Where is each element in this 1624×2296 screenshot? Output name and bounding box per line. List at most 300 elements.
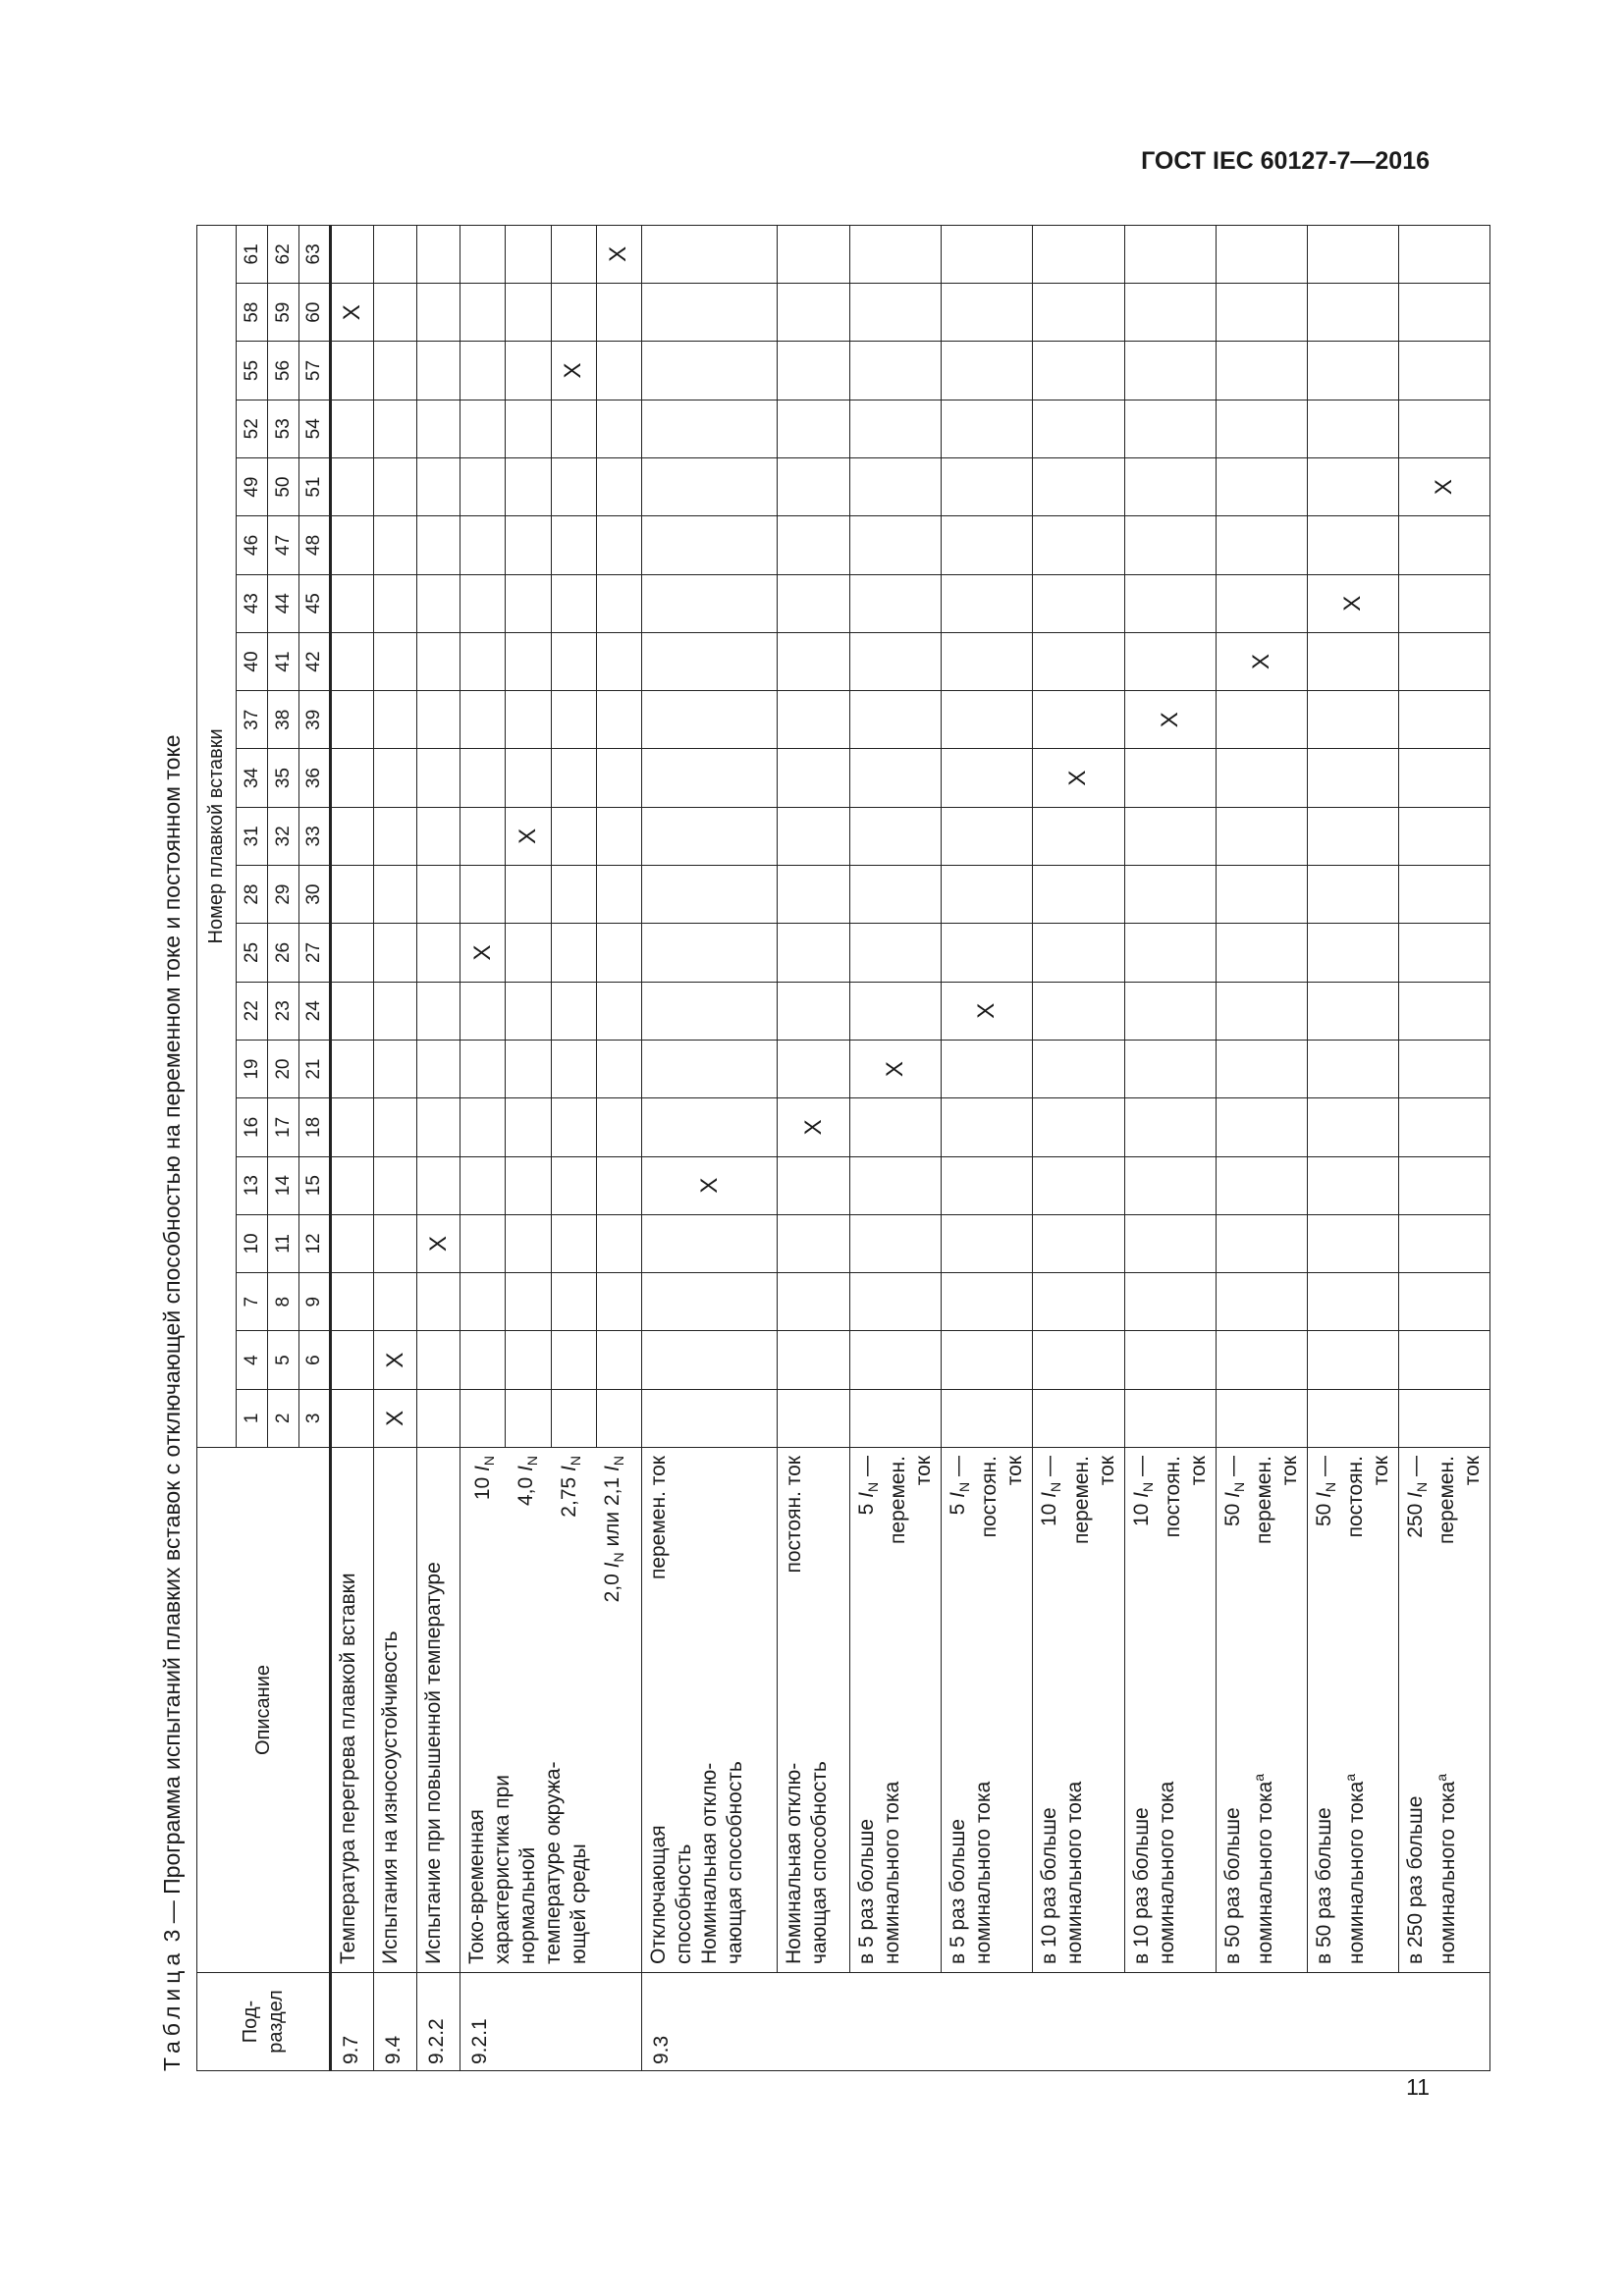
mark-cell: [642, 1273, 778, 1331]
fuse-number-cell: 15: [299, 1156, 331, 1214]
mark-cell: [850, 691, 942, 749]
mark-cell: [850, 866, 942, 924]
mark-cell: [506, 400, 551, 457]
mark-cell: [1307, 516, 1398, 574]
mark-cell: [1033, 866, 1124, 924]
mark-cell: [506, 225, 551, 283]
mark-cell: [1399, 632, 1490, 690]
mark-cell: [1033, 574, 1124, 632]
condition-4in: 4,0 $I_N$: [514, 1456, 541, 1506]
fuse-number-cell: 21: [299, 1040, 331, 1097]
fuse-number-cell: 11: [268, 1214, 299, 1272]
mark-cell: [642, 516, 778, 574]
mark-cell: [1307, 457, 1398, 515]
fuse-number-cell: 53: [268, 400, 299, 457]
mark-cell: [460, 1098, 506, 1156]
description-cell: Температура перегрева плавкой вставки: [331, 1448, 374, 1973]
mark-cell: [642, 1040, 778, 1097]
col-header-fuse-number: Номер плавкой вставки: [197, 225, 237, 1447]
mark-cell: [596, 574, 641, 632]
mark-cell: [331, 807, 374, 865]
mark-cell: [417, 1331, 460, 1389]
mark-cell: [1307, 1389, 1398, 1447]
mark-cell: [417, 866, 460, 924]
fuse-number-cell: 29: [268, 866, 299, 924]
mark-cell: [596, 1098, 641, 1156]
mark-cell: [1216, 516, 1307, 574]
subsection-cell: 9.2.1: [460, 1973, 642, 2071]
fuse-number-cell: 20: [268, 1040, 299, 1097]
mark-cell: [1033, 691, 1124, 749]
mark-cell: [642, 749, 778, 807]
mark-cell: [331, 1331, 374, 1389]
fuse-number-cell: 39: [299, 691, 331, 749]
desc-text: Отключающая способность Номинальная отклю-чающая способность: [647, 1761, 746, 1964]
fuse-number-cell: 30: [299, 866, 331, 924]
mark-cell: [850, 342, 942, 400]
fuse-number-cell: 56: [268, 342, 299, 400]
mark-cell: [1216, 574, 1307, 632]
fuse-number-cell: 14: [268, 1156, 299, 1214]
mark-cell: [460, 1040, 506, 1097]
mark-cell: [1216, 1156, 1307, 1214]
desc-text: в 10 раз больше номинального тока: [1129, 1781, 1178, 1964]
page-number: 11: [1406, 2074, 1430, 2100]
mark-cell: [850, 225, 942, 283]
mark-cell: [1399, 574, 1490, 632]
fuse-number-cell: 40: [237, 632, 268, 690]
mark-cell: [417, 457, 460, 515]
mark-cell: X: [1307, 574, 1398, 632]
mark-cell: [1399, 342, 1490, 400]
mark-cell: [1033, 1156, 1124, 1214]
mark-cell: [596, 1273, 641, 1331]
mark-cell: [1216, 225, 1307, 283]
mark-cell: [1399, 1273, 1490, 1331]
mark-cell: [1124, 1273, 1216, 1331]
description-cell: [1307, 1448, 1398, 1973]
table-caption-prefix: Таблица: [159, 1948, 185, 2071]
mark-cell: [1033, 516, 1124, 574]
mark-cell: [417, 1156, 460, 1214]
mark-cell: [1033, 1040, 1124, 1097]
mark-cell: [417, 400, 460, 457]
mark-cell: [1399, 1214, 1490, 1272]
mark-cell: [331, 516, 374, 574]
mark-cell: [374, 749, 417, 807]
mark-cell: [1124, 1156, 1216, 1214]
mark-cell: [942, 1389, 1033, 1447]
mark-cell: [551, 924, 596, 982]
condition-text: 50 $I_N$ — перемен. ток: [1220, 1456, 1301, 1544]
mark-cell: [331, 866, 374, 924]
mark-cell: [1124, 225, 1216, 283]
mark-cell: [1124, 749, 1216, 807]
mark-cell: [331, 1098, 374, 1156]
mark-cell: [596, 1040, 641, 1097]
col-header-description: Описание: [197, 1448, 331, 1973]
mark-cell: [1124, 342, 1216, 400]
mark-cell: [1124, 632, 1216, 690]
mark-cell: [374, 342, 417, 400]
fuse-number-cell: 5: [268, 1331, 299, 1389]
mark-cell: [942, 1040, 1033, 1097]
fuse-number-cell: 25: [237, 924, 268, 982]
mark-cell: [778, 1214, 850, 1272]
desc-line: ющей среды: [568, 1843, 590, 1964]
mark-cell: [850, 516, 942, 574]
mark-cell: [778, 1040, 850, 1097]
fuse-number-cell: 61: [237, 225, 268, 283]
mark-cell: [1124, 866, 1216, 924]
mark-cell: [460, 516, 506, 574]
mark-cell: [506, 924, 551, 982]
mark-cell: [1307, 225, 1398, 283]
mark-cell: [1307, 632, 1398, 690]
mark-cell: [374, 400, 417, 457]
mark-cell: X: [1033, 749, 1124, 807]
description-cell: [1124, 1448, 1216, 1973]
mark-cell: [506, 516, 551, 574]
condition-text: 5 $I_N$ — постоян. ток: [947, 1456, 1027, 1538]
description-cell: [1399, 1448, 1490, 1973]
mark-cell: [1307, 807, 1398, 865]
fuse-number-cell: 49: [237, 457, 268, 515]
mark-cell: [460, 1331, 506, 1389]
fuse-number-cell: 50: [268, 457, 299, 515]
mark-cell: [1399, 1040, 1490, 1097]
mark-cell: [460, 1156, 506, 1214]
mark-cell: [460, 866, 506, 924]
mark-cell: [551, 691, 596, 749]
mark-cell: [596, 284, 641, 342]
mark-cell: [551, 1389, 596, 1447]
mark-cell: [942, 691, 1033, 749]
fuse-number-cell: 57: [299, 342, 331, 400]
mark-cell: [417, 284, 460, 342]
subsection-cell: 9.4: [374, 1973, 417, 2071]
mark-cell: [460, 284, 506, 342]
mark-cell: [551, 457, 596, 515]
mark-cell: X: [1124, 691, 1216, 749]
fuse-number-cell: 43: [237, 574, 268, 632]
mark-cell: [596, 749, 641, 807]
condition-text: перемен. ток: [647, 1456, 670, 1580]
mark-cell: [778, 866, 850, 924]
condition-text: 10 $I_N$ — постоян. ток: [1129, 1456, 1210, 1538]
mark-cell: [506, 1389, 551, 1447]
table-row: [417, 225, 460, 2070]
mark-cell: [642, 225, 778, 283]
mark-cell: [506, 632, 551, 690]
fuse-number-cell: 28: [237, 866, 268, 924]
mark-cell: [506, 1098, 551, 1156]
mark-cell: [778, 1389, 850, 1447]
fuse-number-cell: 63: [299, 225, 331, 283]
table-row: [942, 225, 1033, 2070]
mark-cell: [374, 924, 417, 982]
mark-cell: X: [460, 924, 506, 982]
mark-cell: [551, 807, 596, 865]
mark-cell: [642, 1389, 778, 1447]
mark-cell: [942, 924, 1033, 982]
condition-text: 10 $I_N$ — перемен. ток: [1038, 1456, 1118, 1544]
mark-cell: [460, 807, 506, 865]
standard-designation: ГОСТ IEC 60127-7—2016: [1141, 147, 1430, 175]
mark-cell: [942, 574, 1033, 632]
mark-cell: [778, 225, 850, 283]
mark-cell: [596, 924, 641, 982]
mark-cell: [642, 807, 778, 865]
mark-cell: [1124, 1040, 1216, 1097]
table-caption-text: 3 — Программа испытаний плавких вставок с отключающей способностью на переменном токе и постоянном токе: [159, 734, 185, 1943]
fuse-number-cell: 60: [299, 284, 331, 342]
mark-cell: [551, 1098, 596, 1156]
mark-cell: [1216, 1098, 1307, 1156]
table-row: [778, 225, 850, 2070]
mark-cell: [1307, 749, 1398, 807]
mark-cell: [1216, 924, 1307, 982]
mark-cell: [596, 1156, 641, 1214]
mark-cell: [778, 1156, 850, 1214]
fuse-number-cell: 19: [237, 1040, 268, 1097]
mark-cell: [374, 1156, 417, 1214]
mark-cell: [1399, 516, 1490, 574]
mark-cell: [417, 342, 460, 400]
subsection-cell: 9.7: [331, 1973, 374, 2071]
mark-cell: [506, 1040, 551, 1097]
mark-cell: [850, 574, 942, 632]
fuse-number-cell: 16: [237, 1098, 268, 1156]
mark-cell: [1307, 866, 1398, 924]
mark-cell: [374, 982, 417, 1040]
mark-cell: [596, 632, 641, 690]
mark-cell: [642, 457, 778, 515]
mark-cell: [331, 1040, 374, 1097]
mark-cell: [1399, 400, 1490, 457]
mark-cell: [596, 866, 641, 924]
mark-cell: [551, 284, 596, 342]
mark-cell: [1216, 1214, 1307, 1272]
mark-cell: [417, 982, 460, 1040]
mark-cell: [778, 516, 850, 574]
mark-cell: [460, 342, 506, 400]
mark-cell: [417, 632, 460, 690]
table-row: [1033, 225, 1124, 2070]
desc-line: температуре окружа-: [542, 1761, 565, 1964]
mark-cell: [460, 1389, 506, 1447]
mark-cell: [417, 1098, 460, 1156]
mark-cell: [551, 982, 596, 1040]
mark-cell: [942, 1098, 1033, 1156]
mark-cell: X: [596, 225, 641, 283]
mark-cell: [1033, 400, 1124, 457]
mark-cell: [417, 807, 460, 865]
mark-cell: [506, 866, 551, 924]
mark-cell: [942, 807, 1033, 865]
fuse-number-cell: 6: [299, 1331, 331, 1389]
mark-cell: [942, 1156, 1033, 1214]
description-cell: [850, 1448, 942, 1973]
mark-cell: [942, 1331, 1033, 1389]
fuse-number-cell: 51: [299, 457, 331, 515]
mark-cell: [1124, 1214, 1216, 1272]
mark-cell: [331, 457, 374, 515]
mark-cell: [1216, 342, 1307, 400]
mark-cell: [374, 691, 417, 749]
mark-cell: [331, 749, 374, 807]
mark-cell: [374, 807, 417, 865]
mark-cell: [850, 1156, 942, 1214]
mark-cell: [331, 1273, 374, 1331]
mark-cell: [1307, 342, 1398, 400]
mark-cell: [551, 1156, 596, 1214]
mark-cell: [1033, 1098, 1124, 1156]
mark-cell: [331, 1156, 374, 1214]
description-cell: Испытания на износоустойчивость: [374, 1448, 417, 1973]
mark-cell: [850, 284, 942, 342]
mark-cell: [417, 924, 460, 982]
mark-cell: [596, 691, 641, 749]
mark-cell: [551, 749, 596, 807]
mark-cell: [551, 574, 596, 632]
mark-cell: [506, 574, 551, 632]
mark-cell: [417, 749, 460, 807]
mark-cell: [778, 284, 850, 342]
mark-cell: [1307, 1331, 1398, 1389]
fuse-number-cell: 22: [237, 982, 268, 1040]
mark-cell: [850, 1098, 942, 1156]
mark-cell: [642, 1331, 778, 1389]
fuse-number-cell: 41: [268, 632, 299, 690]
fuse-number-cell: 12: [299, 1214, 331, 1272]
mark-cell: [551, 1040, 596, 1097]
fuse-number-cell: 52: [237, 400, 268, 457]
mark-cell: X: [331, 284, 374, 342]
mark-cell: [1216, 284, 1307, 342]
description-cell: [778, 1448, 850, 1973]
mark-cell: [1307, 284, 1398, 342]
mark-cell: [642, 866, 778, 924]
mark-cell: [1399, 284, 1490, 342]
mark-cell: [506, 982, 551, 1040]
fuse-number-cell: 7: [237, 1273, 268, 1331]
subsection-cell: 9.3: [642, 1973, 1490, 2071]
mark-cell: [506, 284, 551, 342]
mark-cell: [1216, 807, 1307, 865]
mark-cell: [1399, 1331, 1490, 1389]
mark-cell: [374, 225, 417, 283]
fuse-number-cell: 3: [299, 1389, 331, 1447]
mark-cell: [1399, 1156, 1490, 1214]
mark-cell: [850, 807, 942, 865]
mark-cell: [417, 225, 460, 283]
col-header-subsection: Под- раздел: [197, 1973, 331, 2071]
mark-cell: [778, 574, 850, 632]
mark-cell: [596, 516, 641, 574]
mark-cell: [506, 691, 551, 749]
mark-cell: X: [374, 1331, 417, 1389]
fuse-number-cell: 23: [268, 982, 299, 1040]
mark-cell: [331, 982, 374, 1040]
mark-cell: [1033, 1331, 1124, 1389]
mark-cell: [331, 691, 374, 749]
fuse-number-cell: 59: [268, 284, 299, 342]
fuse-number-cell: 18: [299, 1098, 331, 1156]
mark-cell: [1399, 1389, 1490, 1447]
mark-cell: [1124, 924, 1216, 982]
fuse-number-cell: 46: [237, 516, 268, 574]
mark-cell: [1124, 516, 1216, 574]
mark-cell: [374, 1214, 417, 1272]
mark-cell: [596, 1214, 641, 1272]
mark-cell: [850, 1214, 942, 1272]
table-row: [1399, 225, 1490, 2070]
mark-cell: [1124, 574, 1216, 632]
mark-cell: X: [778, 1098, 850, 1156]
mark-cell: [1124, 284, 1216, 342]
mark-cell: [506, 1273, 551, 1331]
mark-cell: [551, 866, 596, 924]
mark-cell: [778, 749, 850, 807]
mark-cell: [417, 1389, 460, 1447]
mark-cell: [1033, 807, 1124, 865]
mark-cell: [642, 632, 778, 690]
fuse-number-cell: 38: [268, 691, 299, 749]
mark-cell: [460, 1273, 506, 1331]
mark-cell: [942, 866, 1033, 924]
mark-cell: [1216, 866, 1307, 924]
mark-cell: [1124, 1098, 1216, 1156]
fuse-number-cell: 32: [268, 807, 299, 865]
mark-cell: [506, 1331, 551, 1389]
condition-10in: 10 $I_N$: [470, 1456, 498, 1501]
mark-cell: [331, 225, 374, 283]
mark-cell: [374, 632, 417, 690]
mark-cell: [331, 924, 374, 982]
table-row: [1124, 225, 1216, 2070]
desc-text: в 50 раз больше номинального тока$^a$: [1220, 1773, 1276, 1964]
fuse-number-cell: 8: [268, 1273, 299, 1331]
mark-cell: [374, 516, 417, 574]
mark-cell: [850, 1331, 942, 1389]
table-caption: [152, 226, 191, 2071]
mark-cell: [460, 749, 506, 807]
description-cell-time-current: [460, 1448, 642, 1973]
mark-cell: [331, 632, 374, 690]
mark-cell: [778, 457, 850, 515]
mark-cell: [506, 1156, 551, 1214]
fuse-number-cell: 62: [268, 225, 299, 283]
mark-cell: [596, 400, 641, 457]
mark-cell: [1307, 691, 1398, 749]
mark-cell: [850, 1389, 942, 1447]
mark-cell: [1033, 284, 1124, 342]
mark-cell: [374, 574, 417, 632]
mark-cell: [460, 457, 506, 515]
fuse-number-cell: 34: [237, 749, 268, 807]
mark-cell: [460, 400, 506, 457]
mark-cell: [850, 400, 942, 457]
mark-cell: [596, 1389, 641, 1447]
table-row: [642, 225, 778, 2070]
mark-cell: [778, 691, 850, 749]
mark-cell: [417, 1040, 460, 1097]
mark-cell: [942, 632, 1033, 690]
mark-cell: X: [374, 1389, 417, 1447]
mark-cell: X: [417, 1214, 460, 1272]
fuse-number-cell: 26: [268, 924, 299, 982]
